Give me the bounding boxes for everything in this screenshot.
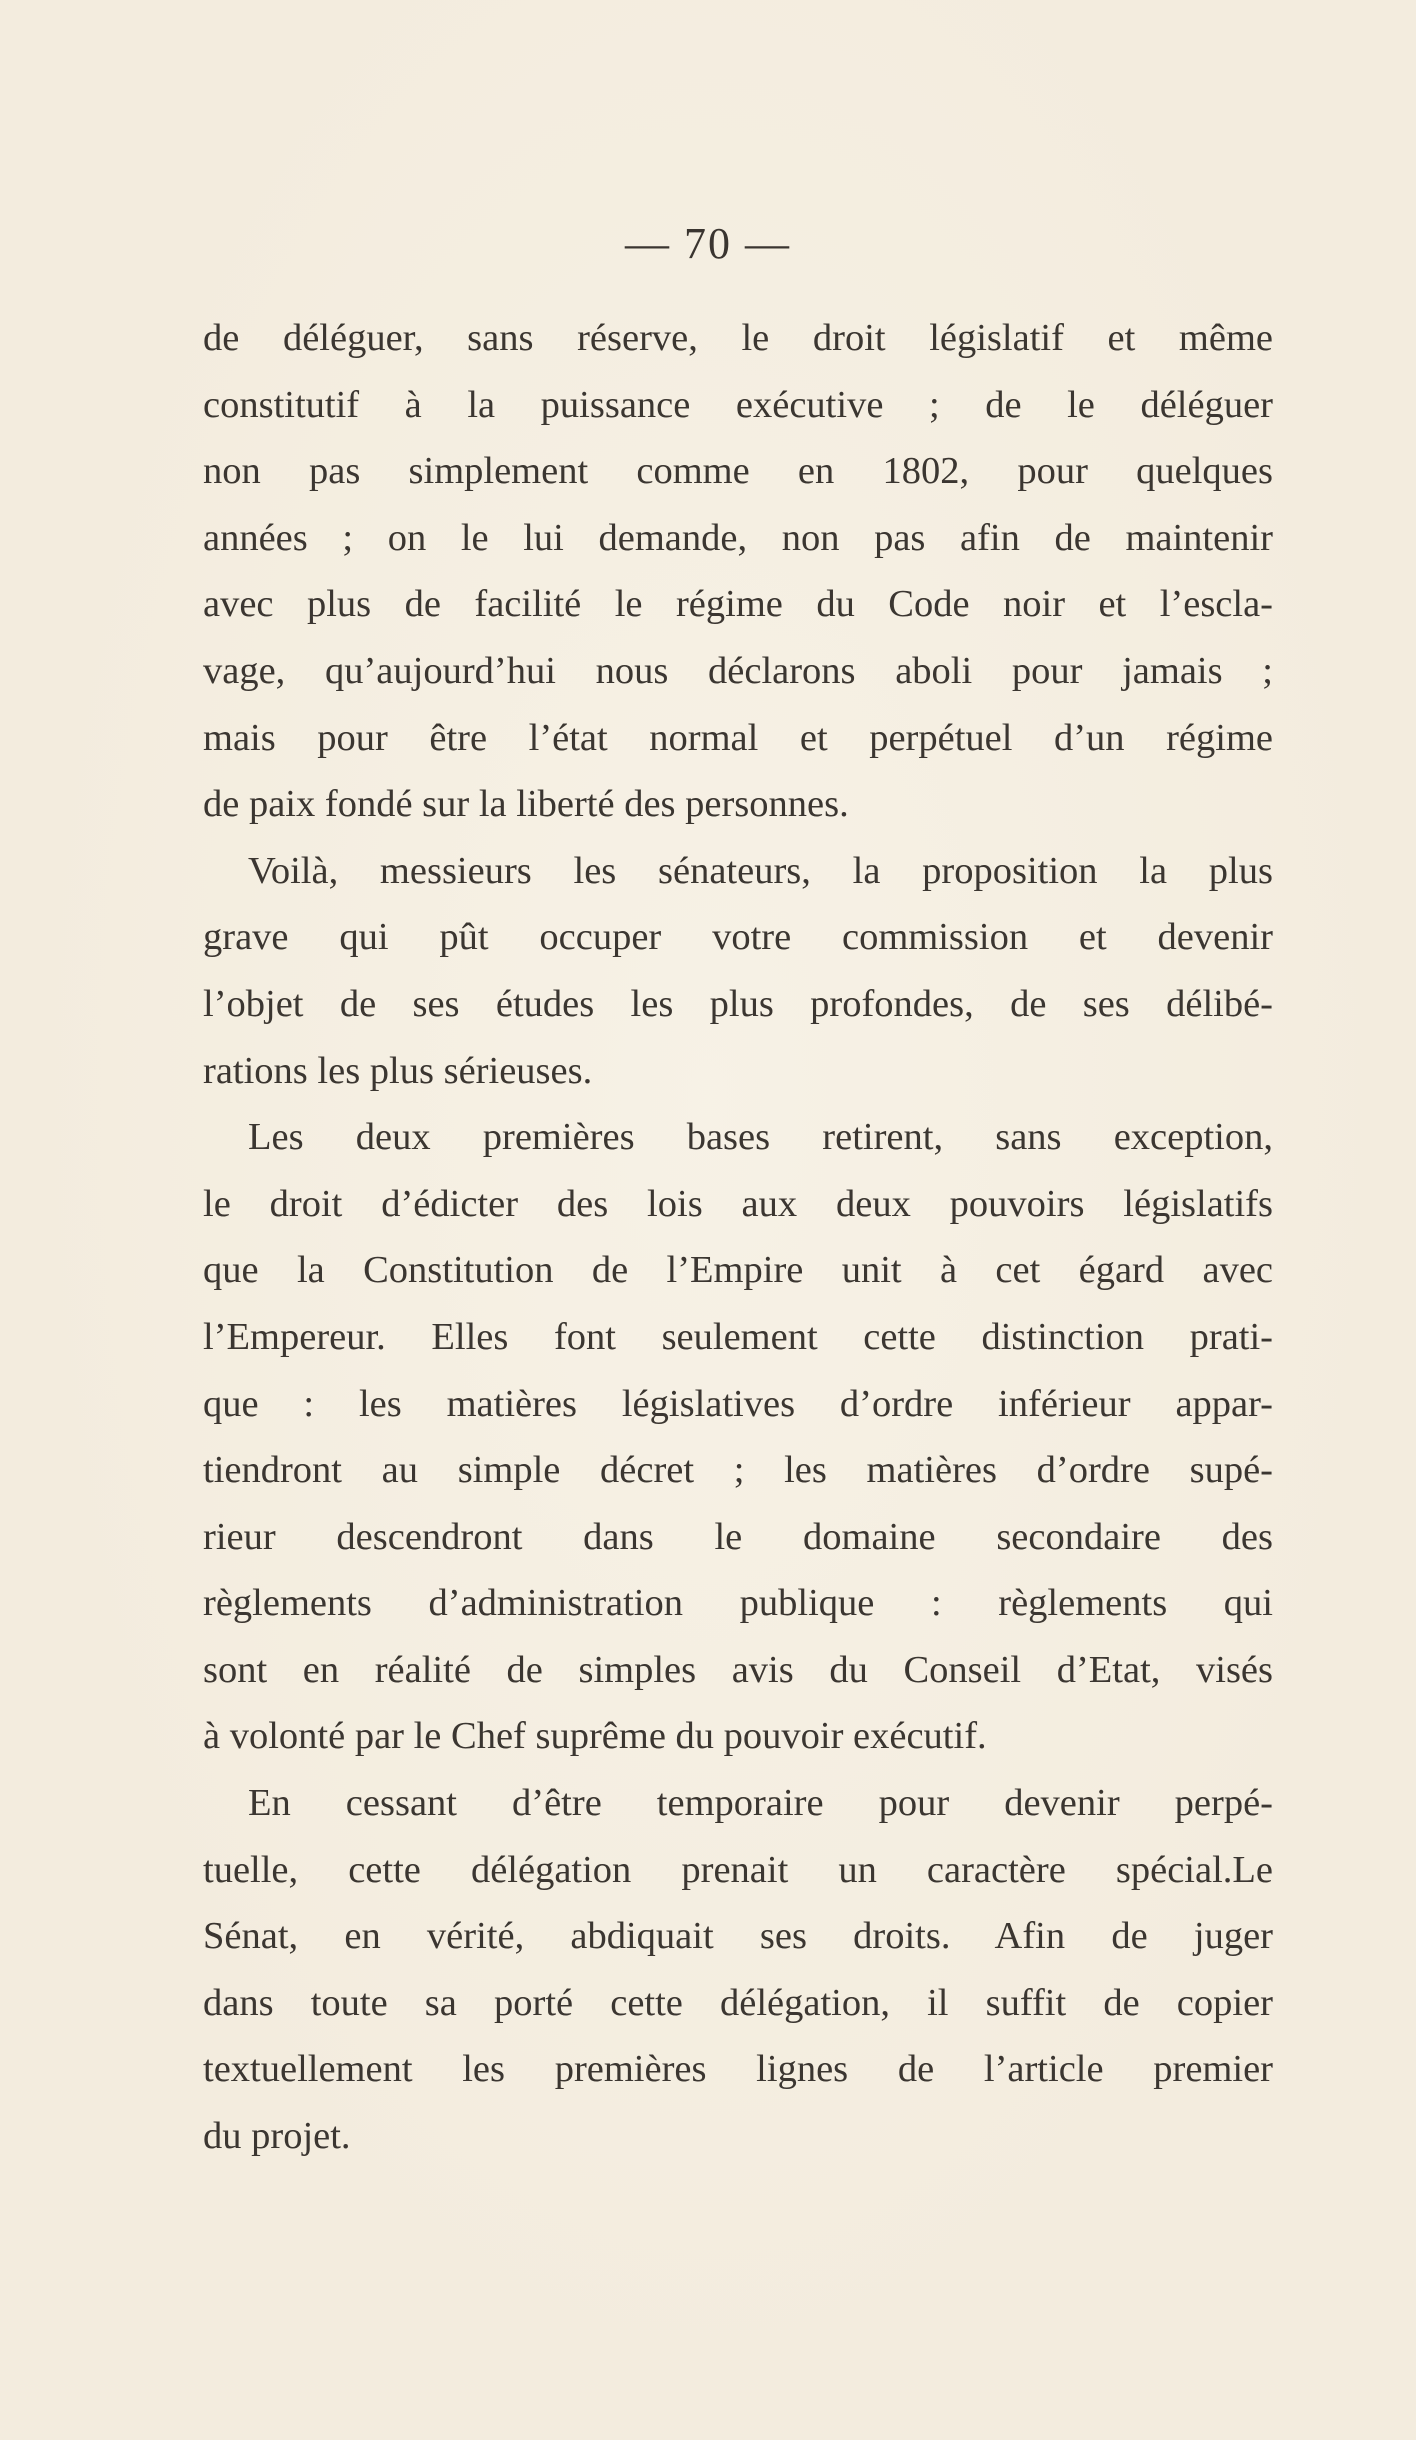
text-line: de déléguer, sans réserve, le droit législatif et même bbox=[203, 317, 1273, 359]
text-line: mais pour être l’état normal et perpétuel d’un régime bbox=[203, 716, 1273, 759]
text-line: non pas simplement comme en 1802, pour quelques bbox=[203, 450, 1273, 493]
text-line: l’objet de ses études les plus profondes, de ses délibé- bbox=[203, 982, 1273, 1025]
text-line: grave qui pût occuper votre commission et devenir bbox=[203, 916, 1273, 959]
page-number: — 70 — bbox=[625, 219, 791, 268]
text-line: que la Constitution de l’Empire unit à cet égard avec bbox=[203, 1249, 1273, 1292]
text-line: de paix fondé sur la liberté des personnes. bbox=[203, 783, 849, 826]
text-line: le droit d’édicter des lois aux deux pouvoirs législatifs bbox=[203, 1182, 1273, 1225]
text-line: à volonté par le Chef suprême du pouvoir exécutif. bbox=[203, 1715, 987, 1758]
text-line: textuellement les premières lignes de l’article premier bbox=[203, 2048, 1273, 2091]
text-line: rations les plus sérieuses. bbox=[203, 1049, 593, 1092]
text-line: Voilà, messieurs les sénateurs, la proposition la plus bbox=[248, 849, 1273, 892]
text-line: Les deux premières bases retirent, sans exception, bbox=[248, 1116, 1273, 1159]
text-line: avec plus de facilité le régime du Code noir et l’escla- bbox=[203, 583, 1273, 626]
text-line: sont en réalité de simples avis du Conseil d’Etat, visés bbox=[203, 1648, 1273, 1691]
text-line: l’Empereur. Elles font seulement cette distinction prati- bbox=[203, 1315, 1273, 1358]
text-line: Sénat, en vérité, abdiquait ses droits. Afin de juger bbox=[203, 1915, 1273, 1958]
text-line: vage, qu’aujourd’hui nous déclarons aboli pour jamais ; bbox=[203, 649, 1273, 692]
text-line: tuelle, cette délégation prenait un caractère spécial.Le bbox=[203, 1848, 1273, 1891]
text-line: règlements d’administration publique : règlements qui bbox=[203, 1582, 1273, 1625]
text-line: que : les matières législatives d’ordre inférieur appar- bbox=[203, 1382, 1273, 1425]
text-line: du projet. bbox=[203, 2115, 351, 2158]
text-line: années ; on le lui demande, non pas afin de maintenir bbox=[203, 516, 1273, 559]
text-line: rieur descendront dans le domaine secondaire des bbox=[203, 1515, 1273, 1558]
text-line: tiendront au simple décret ; les matières d’ordre supé- bbox=[203, 1449, 1273, 1492]
text-line: constitutif à la puissance exécutive ; de le déléguer bbox=[203, 383, 1273, 426]
body-text bbox=[203, 305, 1273, 2170]
text-line: En cessant d’être temporaire pour devenir perpé- bbox=[248, 1782, 1273, 1825]
text-line: dans toute sa porté cette délégation, il suffit de copier bbox=[203, 1981, 1273, 2024]
